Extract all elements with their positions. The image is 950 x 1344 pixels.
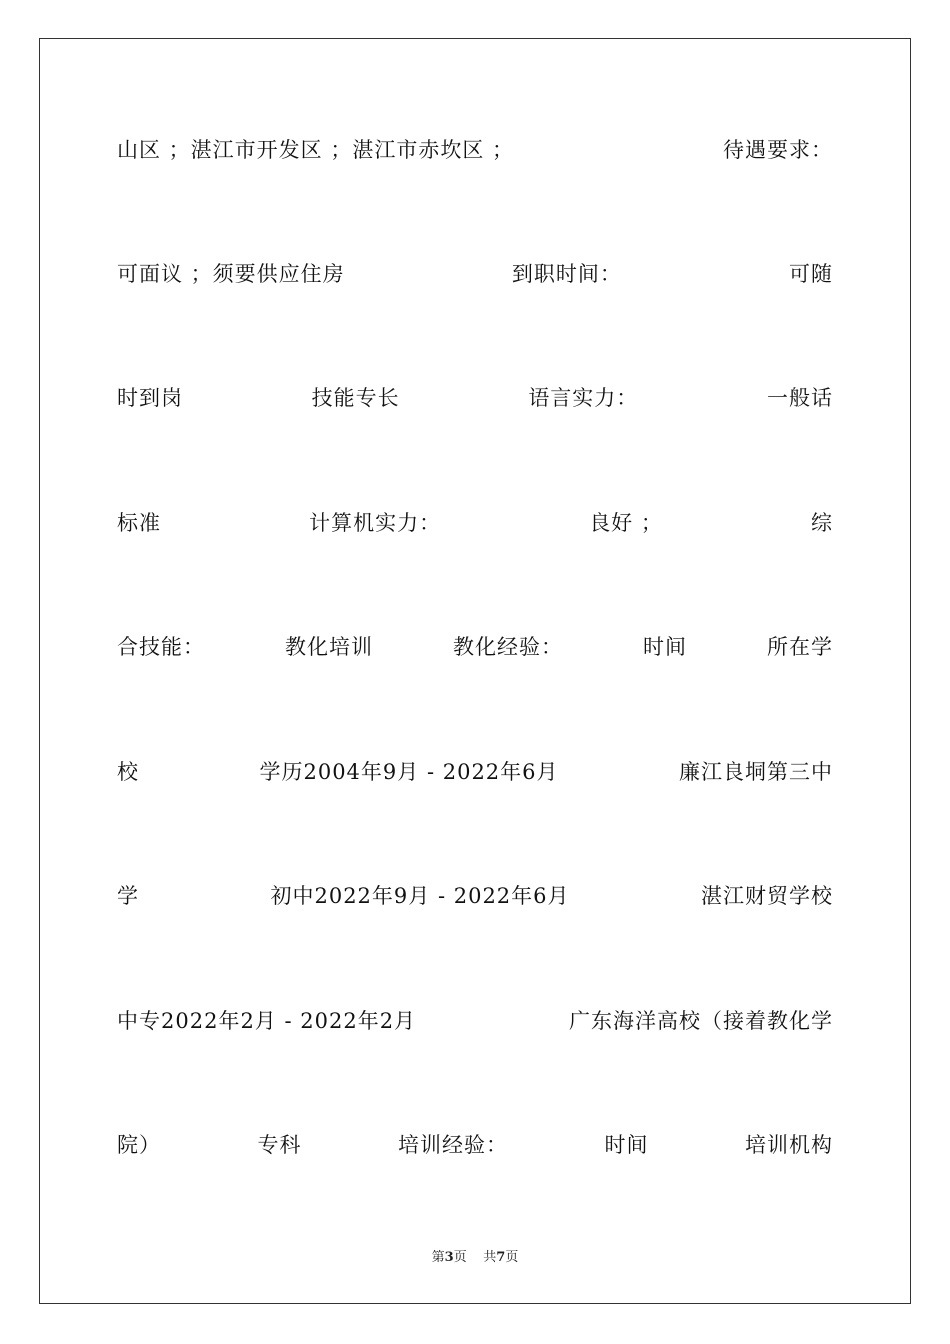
- text-segment: 初中2022年9月 - 2022年6月: [270, 884, 570, 908]
- text-segment: 院）: [117, 1133, 161, 1157]
- text-segment: 计算机实力：: [309, 511, 442, 535]
- text-segment: 中专2022年2月 - 2022年2月: [117, 1009, 417, 1033]
- text-segment: 所在学: [767, 635, 833, 659]
- page-number-prefix: 第: [431, 1250, 445, 1265]
- page-number-suffix: 页: [453, 1250, 467, 1265]
- text-segment: 综: [810, 511, 833, 535]
- text-segment: 到职时间：: [511, 262, 622, 286]
- page-footer: [0, 1246, 950, 1265]
- text-line-7: [117, 879, 833, 911]
- text-segment: 一般话: [766, 386, 833, 410]
- page-border: [39, 38, 911, 1304]
- text-line-3: [117, 381, 833, 413]
- text-segment: 培训机构: [745, 1133, 833, 1157]
- text-segment: 教化经验：: [453, 635, 563, 659]
- text-segment: 湛江财贸学校: [701, 884, 833, 908]
- text-segment: 学历2004年9月 - 2022年6月: [259, 760, 559, 784]
- total-pages: 7: [496, 1250, 506, 1265]
- page-number: 3: [444, 1250, 454, 1265]
- text-segment: 培训经验：: [398, 1133, 508, 1157]
- total-pages-suffix: 页: [505, 1250, 519, 1265]
- text-segment: 可随: [789, 262, 833, 286]
- text-line-6: [117, 755, 833, 787]
- text-line-9: [117, 1128, 833, 1160]
- text-line-1: [117, 133, 833, 165]
- text-line-2: [117, 257, 833, 289]
- text-segment: 待遇要求：: [723, 138, 833, 162]
- text-segment: 时间: [643, 635, 687, 659]
- text-segment: 专科: [257, 1133, 302, 1157]
- text-segment: 合技能：: [117, 635, 205, 659]
- text-segment: 广东海洋高校（接着教化学: [569, 1009, 833, 1033]
- text-segment: 时到岗: [117, 386, 183, 410]
- text-segment: 教化培训: [285, 635, 373, 659]
- text-segment: 时间: [604, 1133, 649, 1157]
- text-segment: 学: [117, 884, 139, 908]
- text-segment: 廉江良垌第三中: [679, 760, 833, 784]
- text-segment: 可面议 ；须要供应住房: [117, 262, 345, 286]
- text-line-4: [117, 506, 833, 538]
- text-segment: 校: [117, 760, 139, 784]
- text-segment: 技能专长: [311, 386, 400, 410]
- text-segment: 标准: [117, 511, 161, 535]
- text-segment: 山区 ；湛江市开发区 ；湛江市赤坎区 ；: [117, 138, 515, 162]
- text-line-8: [117, 1004, 833, 1036]
- text-line-5: [117, 630, 833, 662]
- total-pages-prefix: 共: [483, 1250, 497, 1265]
- text-segment: 语言实力：: [528, 386, 639, 410]
- text-segment: 良好 ；: [589, 511, 663, 535]
